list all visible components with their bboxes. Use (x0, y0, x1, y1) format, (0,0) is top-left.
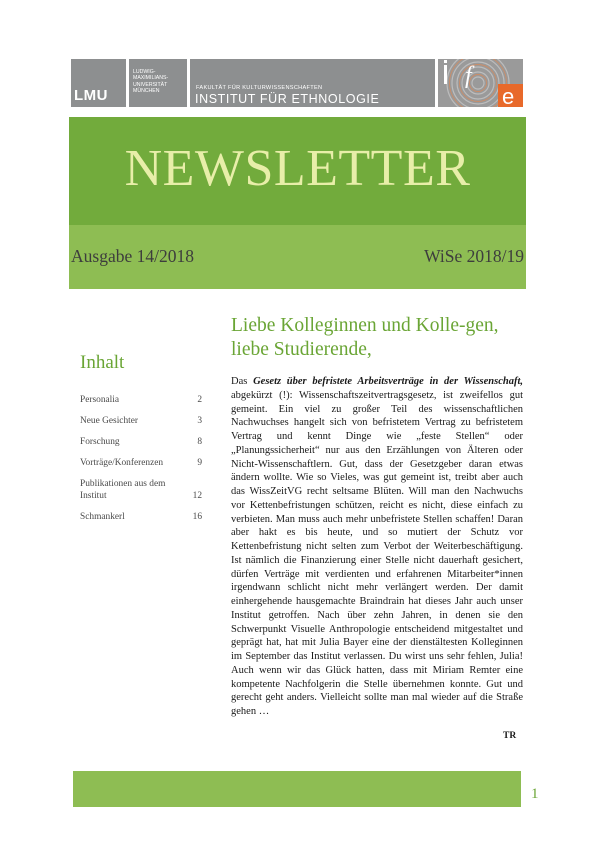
institute-name: INSTITUT FÜR ETHNOLOGIE (195, 92, 380, 106)
lmu-logo (71, 59, 126, 107)
article-intro: Das (231, 376, 248, 387)
toc-item-label: Schmankerl (80, 512, 125, 522)
toc-item-personalia[interactable] (80, 394, 202, 406)
institute-logo (190, 59, 435, 107)
toc-item-label: Forschung (80, 437, 120, 447)
toc-item-label: Vorträge/Konferenzen (80, 458, 164, 468)
ife-logo (438, 59, 523, 107)
article-body (231, 375, 523, 719)
toc-item-page: 16 (192, 512, 202, 522)
toc-item-page: 8 (197, 437, 202, 447)
article-title: Liebe Kolleginnen und Kolle-gen, liebe Studierende, (231, 315, 499, 360)
table-of-contents (80, 394, 202, 532)
article-emphasis: Gesetz über befristete Arbeitsverträge in der Wissenschaft, (253, 376, 524, 387)
toc-item-label: Publikationen aus dem Institut (80, 479, 166, 501)
semester-label: WiSe 2018/19 (424, 246, 524, 266)
toc-item-page: 3 (197, 416, 202, 426)
footer-bar (73, 771, 521, 807)
issue-number: Ausgabe 14/2018 (71, 246, 194, 266)
toc-item-schmankerl[interactable] (80, 511, 202, 523)
toc-item-label: Personalia (80, 395, 120, 405)
newsletter-banner (69, 117, 526, 289)
toc-item-neue-gesichter[interactable] (80, 415, 202, 427)
toc-item-vortraege[interactable] (80, 457, 202, 469)
svg-text:e: e (502, 84, 515, 107)
university-logo (129, 59, 187, 107)
toc-item-publikationen[interactable] (80, 478, 202, 502)
page-number: 1 (531, 786, 539, 802)
toc-item-label: Neue Gesichter (80, 416, 139, 426)
faculty-name: FAKULTÄT FÜR KULTURWISSENSCHAFTEN (196, 85, 323, 91)
newsletter-title: NEWSLETTER (124, 140, 471, 197)
toc-item-page: 9 (197, 458, 202, 468)
toc-item-forschung[interactable] (80, 436, 202, 448)
header-logo-strip (71, 59, 523, 107)
university-name: LUDWIG- MAXIMILIANS- UNIVERSITÄT MÜNCHEN (133, 69, 169, 95)
lmu-logo-text: LMU (74, 87, 108, 104)
toc-heading: Inhalt (80, 352, 125, 373)
toc-item-page: 2 (197, 395, 202, 405)
article-text: abgekürzt (!): Wissenschaftszeitvertragsgesetz, ist zweifellos gut gemeint. Ein viel zu großer Teil des wissenschaftlichen Nachwuchses hangelt sich von befristetem Vertrag zu befristetem Vertrag und kennt Dinge wie „feste Stellen“ oder „Planungssicherheit“ nur aus den Erzählungen von Älteren oder Nicht-Wissenschaftlern. Gut, dass der Gesetzgeber daran etwas ändern wollte. Wie so Vieles, was gut gemeint ist, treibt aber auch das WissZeitVG recht seltsame Blüten. Will man den Nachwuchs vor Kettenbefristungen schützen, reicht es nicht, diese einfach zu verbieten. Man muss auch mehr unbefristete Stellen schaffen! Daran aber hakt es bis heute, und so mutiert der Schutz vor Kettenbefristung nicht selten zum Verbot der Weiterbeschäftigung. Ist nämlich die Finanzierung einer Stelle nicht dauerhaft gesichert, dürfen Verträge mit verdienten und erfahrenen Mitarbeiter*innen irgendwann schlicht nicht mehr verlängert werden. Der damit einhergehende hausgemachte Braindrain hat dieses Jahr auch unser Institut getroffen. Nach über zehn Jahren, in denen sie den Schwerpunkt Visuelle Anthropologie entscheidend mitgestaltet und geprägt hat, hat mit Julia Bayer eine der dienstältesten Kolleginnen im September das Institut verlassen. Du wirst uns sehr fehlen, Julia! Auch wenn wir das Glück hatten, dass mit Miriam Remter eine kompetente Nachfolgerin die Stelle übernehmen konnte. Gut und gerecht geht anders. Vielleicht sollte man mal wieder auf die Straße gehen … (231, 389, 523, 717)
author-signature: TR (503, 731, 517, 741)
toc-item-page: 12 (192, 491, 202, 501)
svg-text:f: f (465, 63, 472, 89)
